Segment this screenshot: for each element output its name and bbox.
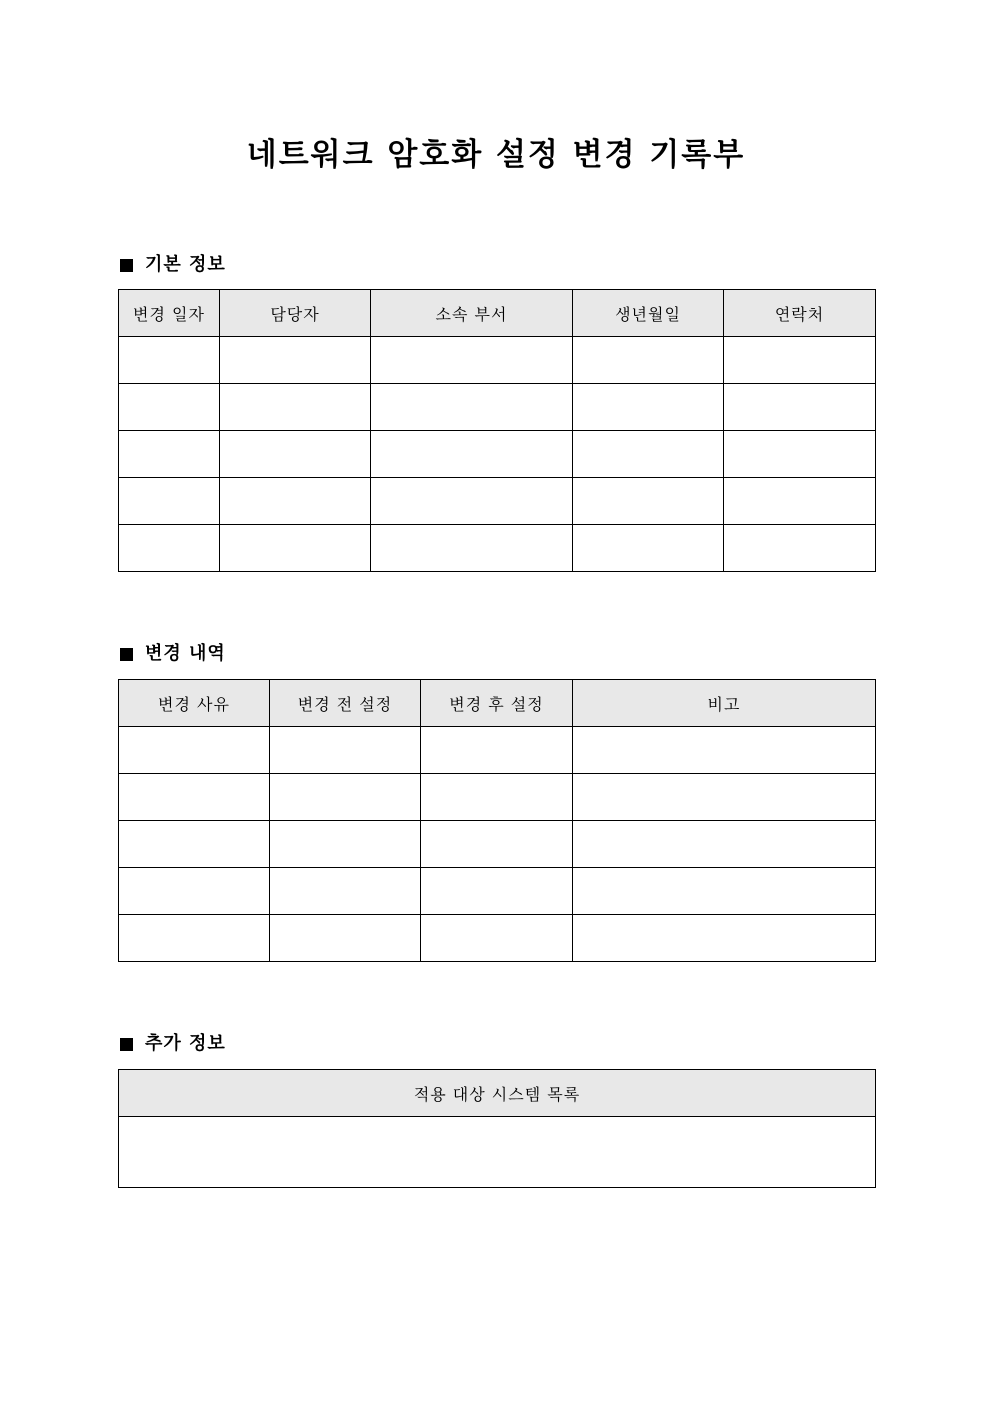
section-heading-text: 기본 정보 — [145, 254, 226, 275]
table-cell[interactable] — [270, 727, 421, 774]
table-row — [119, 1117, 876, 1188]
table-header-row — [119, 1070, 876, 1117]
table-cell[interactable] — [371, 431, 573, 478]
column-header: 변경 전 설정 — [270, 680, 421, 727]
table-cell[interactable] — [119, 1117, 876, 1188]
change-history-table — [118, 679, 876, 962]
section-heading-change-history — [119, 641, 226, 667]
table-cell[interactable] — [270, 821, 421, 868]
column-header: 비고 — [573, 680, 876, 727]
table-cell[interactable] — [573, 384, 724, 431]
table-cell[interactable] — [119, 478, 220, 525]
table-cell[interactable] — [220, 337, 371, 384]
table-cell[interactable] — [220, 431, 371, 478]
square-bullet-icon — [120, 1038, 133, 1051]
table-cell[interactable] — [724, 525, 876, 572]
table-cell[interactable] — [724, 384, 876, 431]
table-cell[interactable] — [421, 821, 573, 868]
table-cell[interactable] — [421, 868, 573, 915]
table-cell[interactable] — [573, 727, 876, 774]
table-cell[interactable] — [573, 431, 724, 478]
column-header: 변경 사유 — [119, 680, 270, 727]
table-row — [119, 821, 876, 868]
table-cell[interactable] — [270, 774, 421, 821]
table-cell[interactable] — [421, 727, 573, 774]
square-bullet-icon — [120, 259, 133, 272]
column-header: 연락처 — [724, 290, 876, 337]
table-cell[interactable] — [119, 868, 270, 915]
section-heading-additional-info — [119, 1031, 226, 1057]
table-row — [119, 337, 876, 384]
column-header: 생년월일 — [573, 290, 724, 337]
table-cell[interactable] — [119, 337, 220, 384]
table-cell[interactable] — [371, 525, 573, 572]
table-cell[interactable] — [573, 478, 724, 525]
table-cell[interactable] — [119, 774, 270, 821]
table-cell[interactable] — [220, 478, 371, 525]
table-cell[interactable] — [119, 431, 220, 478]
additional-info-table — [118, 1069, 876, 1188]
table-cell[interactable] — [270, 915, 421, 962]
table-cell[interactable] — [573, 525, 724, 572]
section-heading-text: 변경 내역 — [145, 643, 226, 664]
table-row — [119, 727, 876, 774]
table-cell[interactable] — [371, 384, 573, 431]
section-heading-basic-info — [119, 252, 226, 278]
basic-info-table — [118, 289, 876, 572]
table-row — [119, 915, 876, 962]
table-header-row — [119, 290, 876, 337]
column-header: 변경 후 설정 — [421, 680, 573, 727]
table-row — [119, 868, 876, 915]
table-row — [119, 431, 876, 478]
table-cell[interactable] — [119, 821, 270, 868]
table-cell[interactable] — [220, 384, 371, 431]
table-cell[interactable] — [371, 478, 573, 525]
table-cell[interactable] — [724, 431, 876, 478]
table-row — [119, 478, 876, 525]
column-header: 담당자 — [220, 290, 371, 337]
column-header: 소속 부서 — [371, 290, 573, 337]
column-header: 적용 대상 시스템 목록 — [119, 1070, 876, 1117]
table-cell[interactable] — [573, 821, 876, 868]
table-cell[interactable] — [270, 868, 421, 915]
section-heading-text: 추가 정보 — [145, 1033, 226, 1054]
table-cell[interactable] — [119, 525, 220, 572]
document-title: 네트워크 암호화 설정 변경 기록부 — [246, 137, 746, 173]
table-cell[interactable] — [573, 915, 876, 962]
table-cell[interactable] — [421, 915, 573, 962]
table-row — [119, 774, 876, 821]
square-bullet-icon — [120, 648, 133, 661]
table-cell[interactable] — [573, 774, 876, 821]
table-cell[interactable] — [119, 384, 220, 431]
table-cell[interactable] — [421, 774, 573, 821]
table-cell[interactable] — [119, 727, 270, 774]
table-row — [119, 525, 876, 572]
column-header: 변경 일자 — [119, 290, 220, 337]
table-row — [119, 384, 876, 431]
table-header-row — [119, 680, 876, 727]
table-cell[interactable] — [573, 868, 876, 915]
table-cell[interactable] — [220, 525, 371, 572]
table-cell[interactable] — [724, 478, 876, 525]
table-cell[interactable] — [724, 337, 876, 384]
table-cell[interactable] — [573, 337, 724, 384]
table-cell[interactable] — [371, 337, 573, 384]
table-cell[interactable] — [119, 915, 270, 962]
